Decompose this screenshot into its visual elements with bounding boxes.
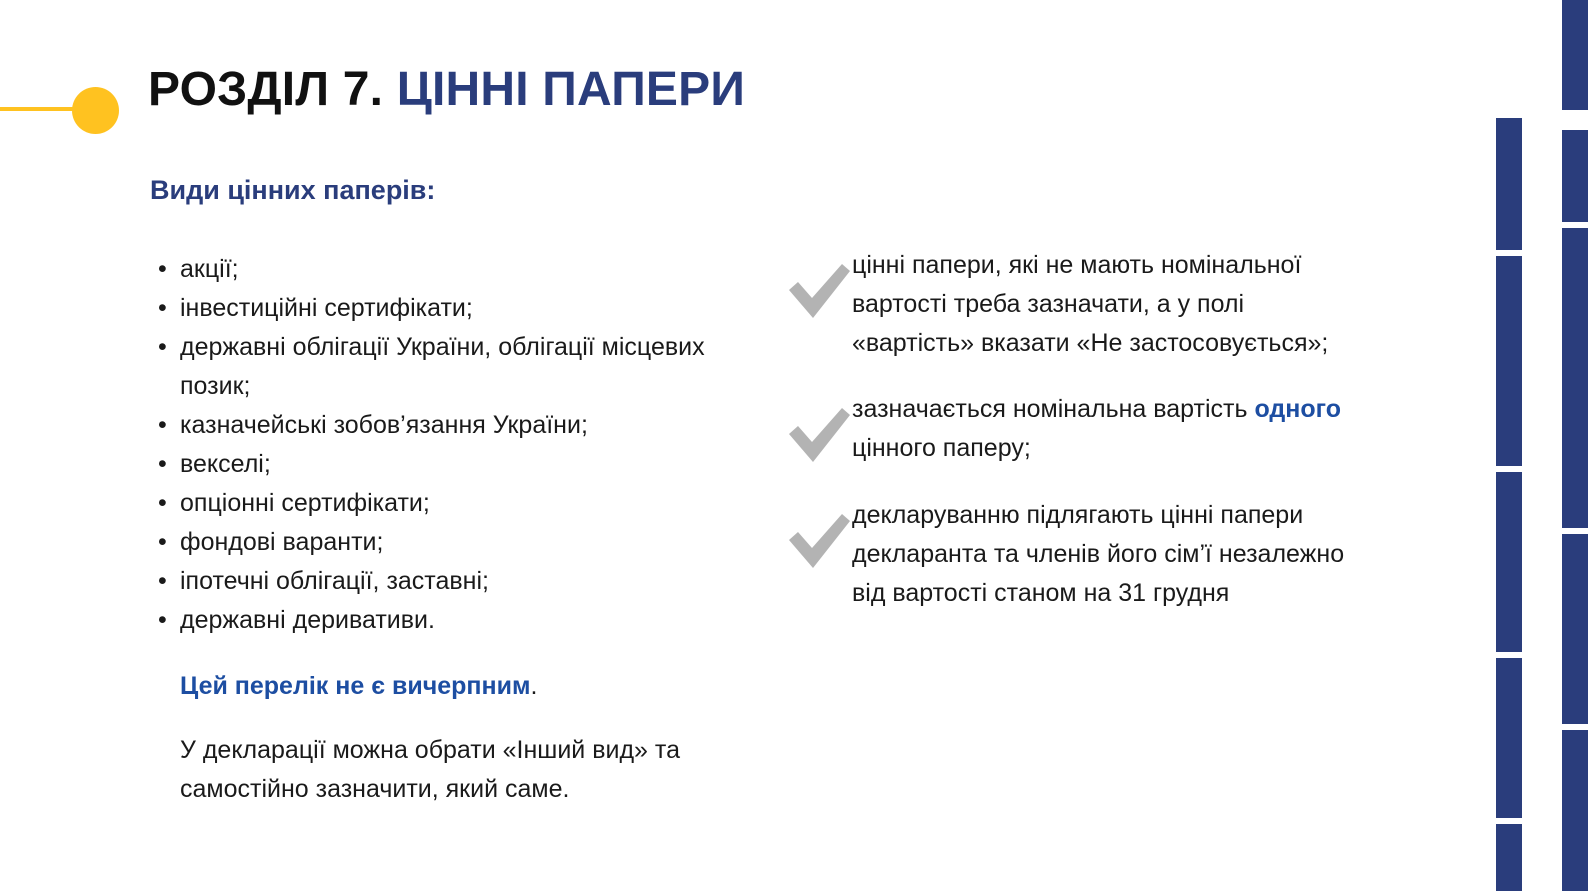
list-item: • казначейські зобов’язання України;: [150, 406, 770, 445]
checkmark-icon: [786, 406, 852, 468]
list-item: • інвестиційні сертифікати;: [150, 289, 770, 328]
checkmark-icon: [786, 512, 852, 574]
note-emphasis-bold: Цей перелік не є вичерпним: [180, 672, 531, 700]
decorative-bar: [1562, 228, 1588, 528]
decorative-bar: [1496, 658, 1522, 818]
list-item: • векселі;: [150, 445, 770, 484]
check-list-text: [852, 390, 1362, 468]
list-item: • державні деривативи.: [150, 601, 770, 640]
securities-list: [150, 250, 770, 640]
note-emphasis-tail: .: [530, 672, 538, 700]
check-text-bold: одного: [1254, 395, 1342, 424]
list-item: • державні облігації України, облігації місцевих позик;: [150, 328, 770, 406]
check-list-item: [790, 496, 1390, 612]
check-list-text: [852, 496, 1362, 612]
slide-header: [0, 62, 1588, 142]
decorative-bar: [1496, 824, 1522, 891]
check-text-before: зазначається номінальна вартість: [852, 395, 1255, 424]
left-column: [150, 250, 770, 809]
list-item: • фондові варанти;: [150, 523, 770, 562]
list-item: • іпотечні облігації, заставні;: [150, 562, 770, 601]
check-text-before: декларуванню підлягають цінні папери декларанта та членів його сім’ї незалежно від вартості станом на 31 грудня: [852, 501, 1345, 607]
decorative-bar: [1562, 534, 1588, 724]
check-text-before: цінні папери, які не мають номінальної вартості треба зазначати, а у полі «вартість» вказати «Не застосовується»;: [852, 251, 1329, 357]
check-list-text: [852, 246, 1362, 362]
decorative-bar: [1562, 130, 1588, 222]
decorative-bar: [1562, 730, 1588, 891]
title-dot-icon: [72, 87, 119, 134]
page-title-prefix: РОЗДІЛ 7.: [148, 63, 384, 116]
decorative-bar: [1496, 256, 1522, 466]
note-text: У декларації можна обрати «Інший вид» та самостійно зазначити, який саме.: [180, 736, 680, 803]
list-item: • акції;: [150, 250, 770, 289]
page-title-highlight: ЦІННІ ПАПЕРИ: [383, 63, 746, 116]
page-title: [148, 62, 745, 117]
note-emphasis: [180, 672, 770, 701]
checkmark-icon: [786, 262, 852, 324]
check-list-item: [790, 246, 1390, 362]
list-item: • опціонні сертифікати;: [150, 484, 770, 523]
check-list-item: [790, 390, 1390, 468]
right-column: [790, 246, 1390, 641]
check-text-after: цінного паперу;: [852, 434, 1031, 462]
decorative-bar: [1496, 472, 1522, 652]
section-subtitle: Види цінних паперів:: [150, 175, 436, 205]
